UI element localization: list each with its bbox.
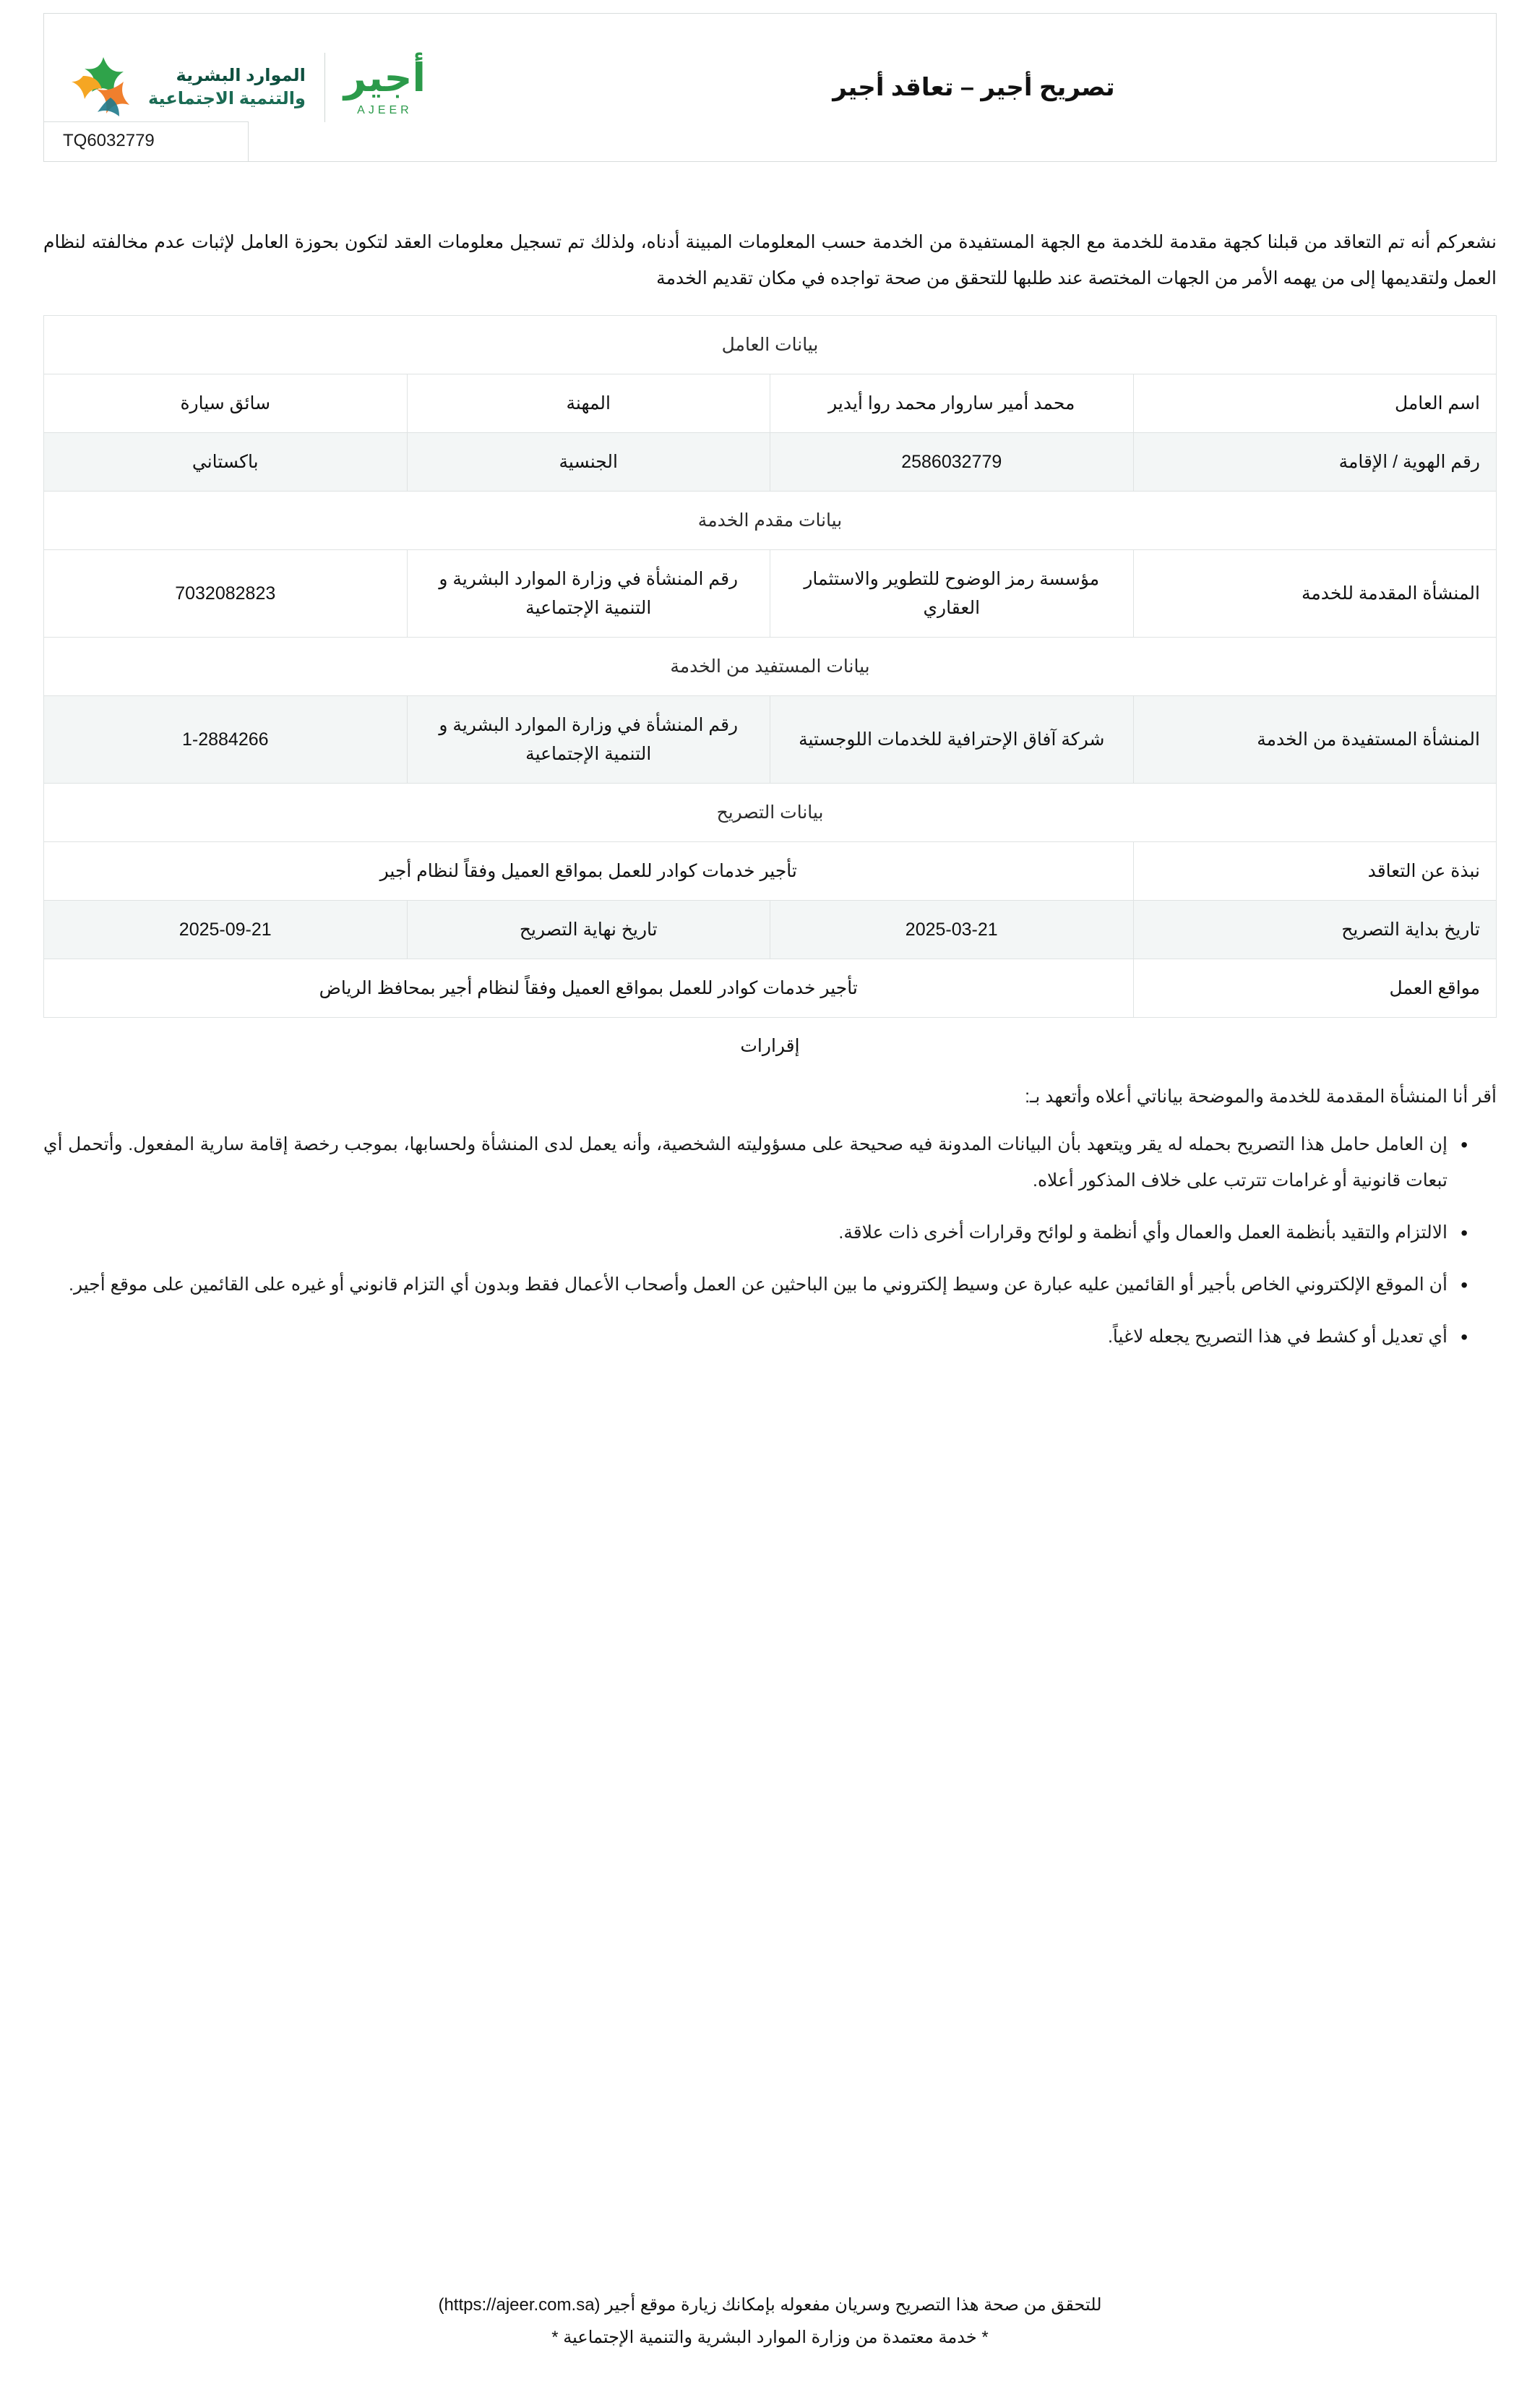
- section-worker-data: بيانات العامل: [44, 316, 1497, 374]
- ministry-name-line1: الموارد البشرية: [176, 65, 306, 85]
- section-header-row: [44, 492, 1497, 550]
- list-item: • أن الموقع الإلكتروني الخاص بأجير أو القائمين عليه عبارة عن وسيط إلكتروني ما بين الباحثين عن العمل وأصحاب الأعمال فقط وبدون أي التزام قانوني أو غيره على القائمين على موقع أجير.: [43, 1266, 1468, 1303]
- work-sites-value: تأجير خدمات كوادر للعمل بمواقع العميل وفقاً لنظام أجير بمحافظ الرياض: [44, 959, 1134, 1018]
- table-row: [44, 433, 1497, 492]
- declarations-intro: أقر أنا المنشأة المقدمة للخدمة والموضحة بياناتي أعلاه وأتعهد بـ:: [1025, 1086, 1497, 1107]
- nationality-value: باكستاني: [44, 433, 408, 492]
- intro-paragraph: نشعركم أنه تم التعاقد من قبلنا كجهة مقدمة للخدمة مع الجهة المستفيدة من الخدمة حسب المعلومات المبينة أدناه، ولذلك تم تسجيل معلومات العقد لتكون بحوزة العامل لإثبات عدم مخالفته لنظام العمل ولتقديمها إلى من يهمه الأمر من الجهات المختصة عند طلبها للتحقق من صحة تواجده في مكان تقديم الخدمة: [43, 232, 1497, 288]
- ajeer-logo-arabic: أجير: [343, 56, 426, 100]
- beneficiary-number-value: 1-2884266: [44, 696, 408, 784]
- id-value: 2586032779: [770, 433, 1134, 492]
- table-row: [44, 959, 1497, 1018]
- table-row: [44, 901, 1497, 959]
- section-beneficiary-data: بيانات المستفيد من الخدمة: [44, 638, 1497, 696]
- section-provider-data: بيانات مقدم الخدمة: [44, 492, 1497, 550]
- beneficiary-value: شركة آفاق الإحترافية للخدمات اللوجستية: [770, 696, 1134, 784]
- section-header-row: [44, 638, 1497, 696]
- start-date-value: 2025-03-21: [770, 901, 1134, 959]
- ministry-name-line2: والتنمية الاجتماعية: [148, 89, 306, 108]
- section-header-row: [44, 316, 1497, 374]
- ajeer-logo: [343, 56, 426, 116]
- ministry-starburst-icon: [70, 54, 137, 121]
- information-table: [43, 315, 1497, 1018]
- section-header-row: [44, 784, 1497, 842]
- list-item: • أي تعديل أو كشط في هذا التصريح يجعله لاغياً.: [43, 1319, 1468, 1355]
- reference-number: TQ6032779: [44, 121, 249, 161]
- provider-label: المنشأة المقدمة للخدمة: [1133, 550, 1497, 638]
- profession-value: سائق سيارة: [44, 374, 408, 433]
- page-title: تصريح أجير – تعاقد أجير: [833, 74, 1115, 101]
- table-row: [44, 550, 1497, 638]
- footer-approval-line: * خدمة معتمدة من وزارة الموارد البشرية والتنمية الإجتماعية *: [551, 2328, 989, 2348]
- profession-label: المهنة: [407, 374, 770, 433]
- list-item: • الالتزام والتقيد بأنظمة العمل والعمال وأي أنظمة و لوائح وقرارات أخرى ذات علاقة.: [43, 1214, 1468, 1251]
- section-permit-data: بيانات التصريح: [44, 784, 1497, 842]
- logo-divider: [324, 53, 325, 122]
- footer-verification-line: للتحقق من صحة هذا التصريح وسريان مفعوله بإمكانك زيارة موقع أجير (https://ajeer.com.sa): [438, 2294, 1102, 2315]
- declarations-list: [43, 1126, 1497, 1355]
- document-header: [43, 13, 1497, 162]
- id-label: رقم الهوية / الإقامة: [1133, 433, 1497, 492]
- table-row: [44, 696, 1497, 784]
- end-date-value: 2025-09-21: [44, 901, 408, 959]
- contract-summary-label: نبذة عن التعاقد: [1133, 842, 1497, 901]
- provider-number-label: رقم المنشأة في وزارة الموارد البشرية و التنمية الإجتماعية: [407, 550, 770, 638]
- end-date-label: تاريخ نهاية التصريح: [407, 901, 770, 959]
- work-sites-label: مواقع العمل: [1133, 959, 1497, 1018]
- worker-name-value: محمد أمير ساروار محمد روا أيدير: [770, 374, 1134, 433]
- list-item: • إن العامل حامل هذا التصريح بحمله له يقر ويتعهد بأن البيانات المدونة فيه صحيحة على مسؤوليته الشخصية، وأنه يعمل لدى المنشأة ولحسابها، بموجب رخصة إقامة سارية المفعول. وأتحمل أي تبعات قانونية أو غرامات تترتب على خلاف المذكور أعلاه.: [43, 1126, 1468, 1199]
- table-row: [44, 374, 1497, 433]
- ministry-logo: [70, 54, 306, 121]
- ministry-name: [148, 64, 306, 111]
- ajeer-logo-latin: AJEER: [357, 104, 413, 116]
- document-footer: [43, 2289, 1497, 2354]
- worker-name-label: اسم العامل: [1133, 374, 1497, 433]
- beneficiary-label: المنشأة المستفيدة من الخدمة: [1133, 696, 1497, 784]
- contract-summary-value: تأجير خدمات كوادر للعمل بمواقع العميل وفقاً لنظام أجير: [44, 842, 1134, 901]
- nationality-label: الجنسية: [407, 433, 770, 492]
- provider-number-value: 7032082823: [44, 550, 408, 638]
- table-row: [44, 842, 1497, 901]
- declarations-title: إقرارات: [740, 1036, 800, 1056]
- provider-value: مؤسسة رمز الوضوح للتطوير والاستثمار العقاري: [770, 550, 1134, 638]
- start-date-label: تاريخ بداية التصريح: [1133, 901, 1497, 959]
- beneficiary-number-label: رقم المنشأة في وزارة الموارد البشرية و التنمية الإجتماعية: [407, 696, 770, 784]
